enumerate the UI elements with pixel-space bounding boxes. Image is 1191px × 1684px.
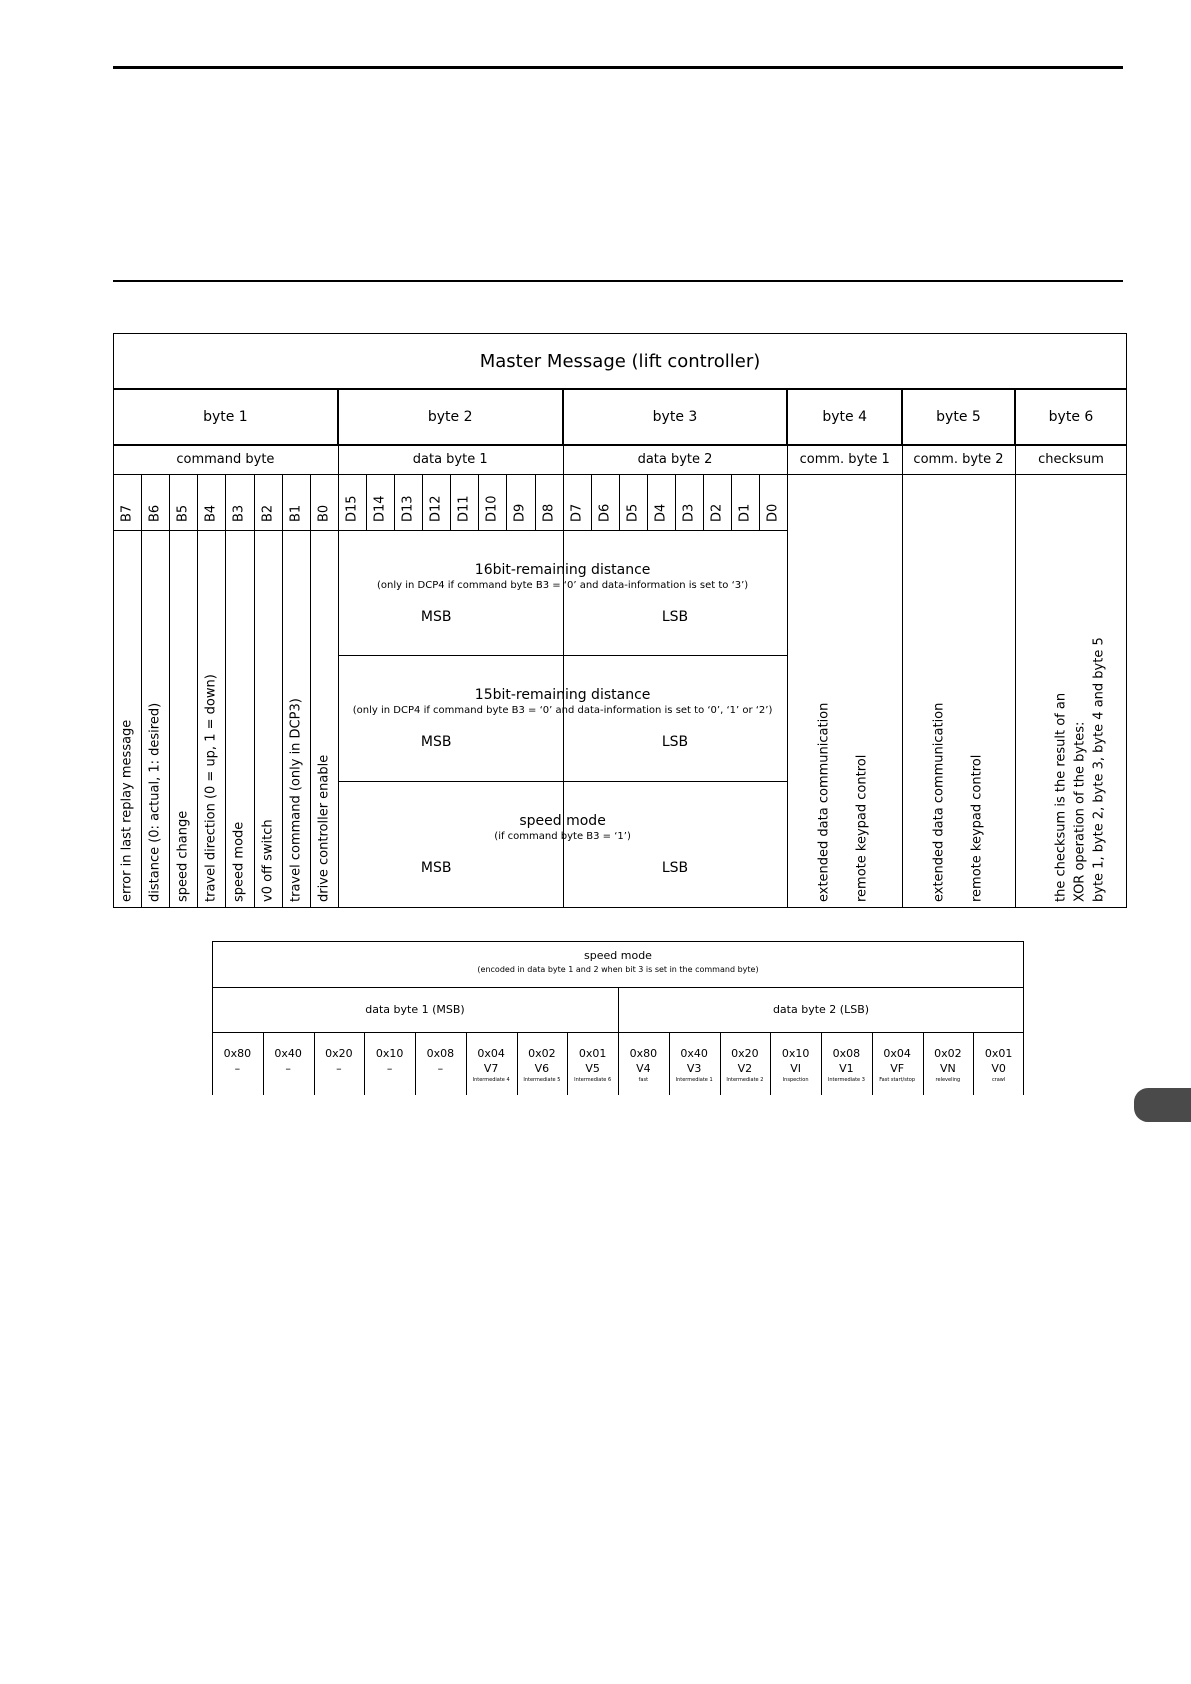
speed-cell (720, 1032, 771, 1095)
bit-label (703, 474, 731, 530)
bit-label-text: D11 (456, 495, 472, 522)
byte-heading: byte 5 (936, 409, 981, 425)
speed-cell-hex: 0x04 (883, 1047, 911, 1060)
bit-label-text: D8 (541, 503, 557, 522)
speed-cell (415, 1032, 466, 1095)
byte-heading: byte 2 (427, 409, 473, 425)
speed-cell-code: V1 (839, 1062, 854, 1075)
bit-label-text: B0 (316, 504, 332, 522)
byte-heading: byte 1 (203, 409, 248, 425)
lsb-label: LSB (661, 734, 689, 750)
bit-label (225, 474, 253, 530)
bit-label (731, 474, 759, 530)
speed-cell-code: – (336, 1062, 342, 1075)
speed-cell-hex: 0x10 (375, 1047, 404, 1060)
byte-label: comm. byte 1 (799, 452, 890, 467)
speed-cell-hex: 0x01 (578, 1047, 607, 1060)
speed-cell-code: V6 (534, 1062, 550, 1075)
bit-label-text: D12 (428, 495, 444, 522)
checksum-line-text: byte 1, byte 2, byte 3, byte 4 and byte 5 (1091, 637, 1107, 902)
bit-label (506, 474, 534, 530)
bit-label-text: B5 (175, 504, 191, 522)
section-note: (if command byte B3 = ‘1’) (494, 830, 631, 842)
byte-label: checksum (1038, 452, 1104, 467)
msb-label: MSB (420, 860, 452, 876)
bit-label-text: D0 (765, 503, 781, 522)
bit-label-text: D2 (709, 503, 725, 522)
bit-label (197, 474, 225, 530)
speed-cell-hex: 0x80 (629, 1047, 658, 1060)
bit-label (591, 474, 619, 530)
bit-label (422, 474, 450, 530)
section-title: 16bit-remaining distance (474, 562, 651, 578)
speed-cell-description: Inspection (782, 1077, 809, 1083)
command-bit-description-text: speed change (175, 810, 191, 902)
speed-cell-code: V7 (483, 1062, 499, 1075)
speed-cell-code: VN (939, 1062, 956, 1075)
bit-label-text: D4 (653, 503, 669, 522)
bit-label (254, 474, 282, 530)
msb-label: MSB (420, 609, 452, 625)
bit-label (282, 474, 310, 530)
speed-cell-code: V4 (636, 1062, 651, 1075)
section-line (338, 781, 788, 782)
bit-label (563, 474, 591, 530)
byte-column-line (787, 445, 788, 908)
command-bit-description (169, 530, 197, 908)
byte-column-line (902, 445, 903, 908)
section-title: speed mode (519, 813, 606, 829)
byte-label: comm. byte 2 (913, 452, 1004, 467)
bit-label (450, 474, 478, 530)
command-bit-description-text: speed mode (231, 821, 247, 902)
bit-label (113, 474, 141, 530)
speed-cell (212, 1032, 263, 1095)
command-bit-description-text: drive controller enable (316, 754, 332, 902)
bit-label (366, 474, 394, 530)
section-title: 15bit-remaining distance (474, 687, 651, 703)
speed-cell (314, 1032, 365, 1095)
speed-cell-description: Intermediate 1 (675, 1077, 713, 1083)
checksum-line-text: the checksum is the result of an (1053, 692, 1069, 902)
bit-label-text: B2 (260, 504, 276, 522)
speed-cell-hex: 0x08 (832, 1047, 861, 1060)
table-title: Master Message (lift controller) (479, 350, 761, 372)
command-bit-description (254, 530, 282, 908)
command-bit-description-text: travel command (only in DCP3) (288, 698, 304, 902)
byte-heading: byte 4 (822, 409, 867, 425)
speed-group-msb: data byte 1 (MSB) (365, 1003, 465, 1016)
bit-label (141, 474, 169, 530)
speed-cell-description: releveling (935, 1077, 961, 1083)
speed-table-title: speed mode (584, 948, 652, 962)
bit-label-text: B1 (288, 504, 304, 522)
comm-byte-2-line (929, 474, 949, 908)
command-bit-description-text: v0 off switch (260, 819, 276, 902)
bit-label-text: D6 (597, 503, 613, 522)
comm-byte-2-line-text: extended data communication (931, 702, 947, 902)
speed-cell-code: VF (890, 1062, 905, 1075)
bit-label-text: B4 (203, 504, 219, 522)
speed-cell (923, 1032, 974, 1095)
bit-label-text: D15 (344, 495, 360, 522)
chapter-tab (1134, 1088, 1191, 1122)
bit-label (759, 474, 787, 530)
checksum-line-text: XOR operation of the bytes: (1072, 721, 1088, 902)
speed-cell-code: V0 (991, 1062, 1006, 1075)
command-bit-description-text: travel direction (0 = up, 1 = down) (203, 674, 219, 902)
speed-cell-code: – (386, 1062, 393, 1075)
bit-label (310, 474, 338, 530)
speed-cell-hex: 0x80 (223, 1047, 252, 1060)
speed-cell-hex: 0x01 (984, 1047, 1013, 1060)
speed-cell (263, 1032, 314, 1095)
command-bit-description-text: error in last replay message (119, 719, 135, 902)
byte-heading: byte 3 (652, 409, 698, 425)
bit-label (535, 474, 563, 530)
bit-label-text: B7 (119, 504, 135, 522)
bit-label (394, 474, 422, 530)
comm-byte-1-line (852, 474, 872, 908)
speed-cell-code: V2 (737, 1062, 753, 1075)
command-bit-description (225, 530, 253, 908)
byte-label: data byte 2 (637, 452, 713, 467)
bit-label-text: D13 (400, 495, 416, 522)
bit-label (478, 474, 506, 530)
speed-cell-description: Intermediate 3 (827, 1077, 865, 1083)
command-bit-description (141, 530, 169, 908)
command-bit-description (197, 530, 225, 908)
bit-label (675, 474, 703, 530)
speed-cell-hex: 0x10 (781, 1047, 810, 1060)
speed-cell-code: V5 (585, 1062, 600, 1075)
speed-cell (770, 1032, 821, 1095)
section-line (338, 655, 788, 656)
comm-byte-1-line (814, 474, 834, 908)
speed-cell-hex: 0x08 (426, 1047, 455, 1060)
checksum-line (1051, 474, 1071, 908)
speed-cell (821, 1032, 872, 1095)
bit-label (169, 474, 197, 530)
bit-label-text: D14 (372, 495, 388, 522)
speed-cell-description: Intermediate 5 (523, 1077, 561, 1083)
bit-label-text: D1 (737, 503, 753, 522)
speed-cell-code: – (285, 1062, 291, 1075)
bit-label-text: D5 (625, 503, 641, 522)
speed-cell-code: V3 (686, 1062, 702, 1075)
section-note: (only in DCP4 if command byte B3 = ‘0’ and data-information is set to ‘3’) (376, 579, 749, 591)
bit-label (619, 474, 647, 530)
speed-cell-description: fast (638, 1077, 649, 1083)
speed-cell (618, 1032, 669, 1095)
speed-group-lsb: data byte 2 (LSB) (772, 1003, 870, 1016)
comm-byte-1-line-text: extended data communication (816, 702, 832, 902)
speed-cell-hex: 0x02 (934, 1047, 962, 1060)
speed-cell-description: Intermediate 2 (726, 1077, 764, 1083)
speed-cell (669, 1032, 720, 1095)
speed-cell-hex: 0x20 (731, 1047, 759, 1060)
command-bit-description-text: distance (0: actual, 1: desired) (147, 702, 163, 902)
speed-cell-description: Intermediate 4 (472, 1077, 510, 1083)
speed-cell-code: – (437, 1062, 444, 1075)
bit-label (338, 474, 366, 530)
bit-label-text: D7 (569, 503, 585, 522)
command-bit-description (282, 530, 310, 908)
comm-byte-2-line-text: remote keypad control (969, 754, 985, 902)
speed-cell-hex: 0x04 (477, 1047, 505, 1060)
speed-cell (973, 1032, 1024, 1095)
speed-cell-code: VI (790, 1062, 802, 1075)
lsb-label: LSB (661, 860, 689, 876)
lsb-label: LSB (661, 609, 689, 625)
checksum-line (1070, 474, 1090, 908)
speed-cell-hex: 0x40 (680, 1047, 708, 1060)
speed-cell-hex: 0x02 (528, 1047, 556, 1060)
speed-cell-description: Fast start/stop (879, 1077, 915, 1083)
bit-label-text: B6 (147, 504, 163, 522)
checksum-line (1089, 474, 1109, 908)
comm-byte-2-line (967, 474, 987, 908)
speed-cell-description: Intermediate 6 (574, 1077, 612, 1083)
bit-label-text: D3 (681, 503, 697, 522)
byte-label: data byte 1 (412, 452, 488, 467)
speed-cell (364, 1032, 415, 1095)
header-rule (113, 280, 1123, 282)
speed-cell-hex: 0x20 (325, 1047, 353, 1060)
speed-table-subtitle: (encoded in data byte 1 and 2 when bit 3 is set in the command byte) (477, 964, 759, 974)
top-rule (113, 66, 1123, 69)
speed-cell-hex: 0x40 (274, 1047, 302, 1060)
speed-cell (872, 1032, 923, 1095)
bit-label-text: D10 (484, 495, 500, 522)
byte-label: command byte (176, 452, 275, 467)
msb-label: MSB (420, 734, 452, 750)
byte-column-line (1015, 445, 1016, 908)
speed-cell (466, 1032, 517, 1095)
command-bit-description (113, 530, 141, 908)
speed-cell (517, 1032, 568, 1095)
speed-cell-description: crawl (991, 1077, 1006, 1083)
bit-label-text: D9 (512, 503, 528, 522)
command-bit-description (310, 530, 338, 908)
bit-label (647, 474, 675, 530)
speed-cell (567, 1032, 618, 1095)
section-note: (only in DCP4 if command byte B3 = ‘0’ and data-information is set to ‘0’, ‘1’ or ‘2’) (352, 704, 773, 716)
speed-cell-code: – (234, 1062, 241, 1075)
bit-label-text: B3 (231, 504, 247, 522)
comm-byte-1-line-text: remote keypad control (854, 754, 870, 902)
byte-heading: byte 6 (1048, 409, 1094, 425)
